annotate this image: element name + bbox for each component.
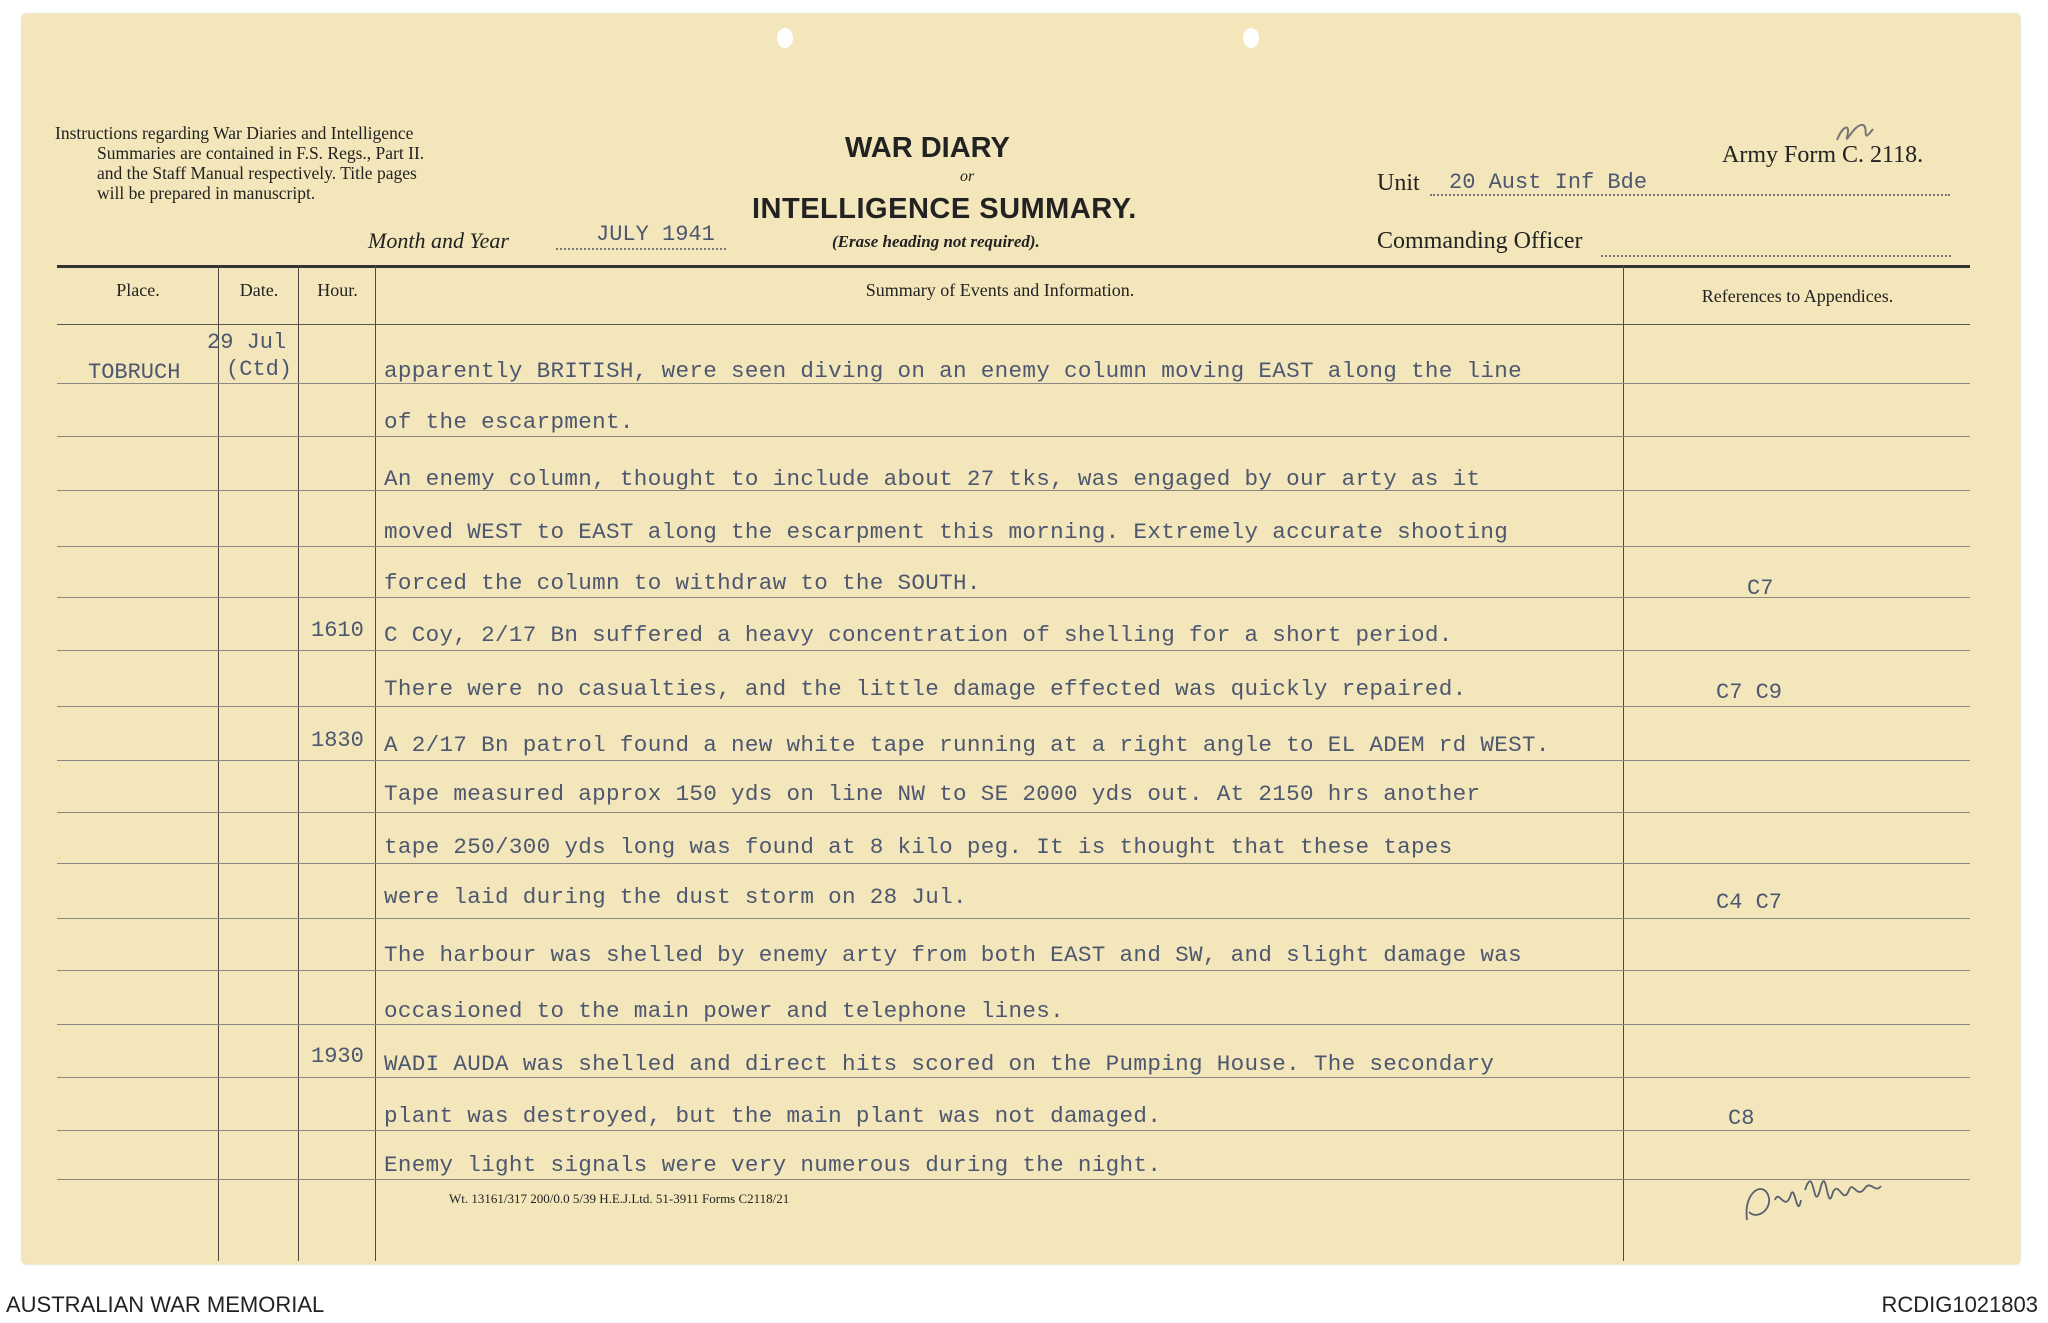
summary-line: plant was destroyed, but the main plant was not damaged. xyxy=(384,1103,1162,1129)
summary-line: A 2/17 Bn patrol found a new white tape running at a right angle to EL ADEM rd WEST. xyxy=(384,732,1550,758)
column-header-references: References to Appendices. xyxy=(1701,286,1894,306)
summary-line: There were no casualties, and the little damage effected was quickly repaired. xyxy=(384,676,1467,702)
summary-line: occasioned to the main power and telephone lines. xyxy=(384,998,1065,1024)
ruled-line xyxy=(57,970,1970,971)
unit-value: 20 Aust Inf Bde xyxy=(1449,170,1648,195)
title-war-diary: WAR DIARY xyxy=(845,132,1010,164)
title-intelligence-summary: INTELLIGENCE SUMMARY. xyxy=(752,193,1137,225)
appendix-reference: C7 C9 xyxy=(1716,680,1783,705)
punch-hole xyxy=(1243,28,1259,48)
summary-line: moved WEST to EAST along the escarpment this morning. Extremely accurate shooting xyxy=(384,519,1509,545)
ruled-line xyxy=(57,1024,1970,1025)
title-or: or xyxy=(960,168,975,185)
form-instructions xyxy=(55,123,555,203)
appendix-reference: C4 C7 xyxy=(1716,890,1783,915)
summary-line: of the escarpment. xyxy=(384,409,634,435)
month-year-value: JULY 1941 xyxy=(596,222,715,247)
summary-line: Enemy light signals were very numerous during the night. xyxy=(384,1152,1162,1178)
summary-line: tape 250/300 yds long was found at 8 kilo peg. It is thought that these tapes xyxy=(384,834,1453,860)
ruled-line xyxy=(57,546,1970,547)
printer-imprint: Wt. 13161/317 200/0.0 5/39 H.E.J.Ltd. 51-3911 Forms C2118/21 xyxy=(449,1191,790,1206)
ruled-line xyxy=(57,706,1970,707)
instruction-line: Instructions regarding War Diaries and Intelligence xyxy=(55,123,414,143)
army-form-number: Army Form C. 2118. xyxy=(1722,142,1924,168)
entry-hour: 1610 xyxy=(311,618,364,643)
unit-label: Unit xyxy=(1377,170,1420,196)
table-top-border xyxy=(57,265,1970,268)
column-divider xyxy=(218,266,219,1261)
ruled-line xyxy=(57,863,1970,864)
instruction-line: will be prepared in manuscript. xyxy=(97,183,316,203)
column-header-hour: Hour. xyxy=(317,280,358,300)
pencil-annotation xyxy=(1833,115,1878,155)
summary-line: forced the column to withdraw to the SOUTH. xyxy=(384,570,981,596)
summary-line: The harbour was shelled by enemy arty from both EAST and SW, and slight damage was xyxy=(384,942,1523,968)
column-header-place: Place. xyxy=(116,280,160,300)
instruction-line: Summaries are contained in F.S. Regs., Part II. xyxy=(97,143,425,163)
summary-line: apparently BRITISH, were seen diving on an enemy column moving EAST along the line xyxy=(384,358,1523,384)
summary-line: C Coy, 2/17 Bn suffered a heavy concentration of shelling for a short period. xyxy=(384,622,1453,648)
ruled-line xyxy=(57,812,1970,813)
ruled-line xyxy=(57,1130,1970,1131)
ruled-line xyxy=(57,918,1970,919)
commanding-officer-label: Commanding Officer xyxy=(1377,228,1583,254)
archive-item-id: RCDIG1021803 xyxy=(1881,1292,2038,1317)
ruled-line xyxy=(57,597,1970,598)
month-year-label: Month and Year xyxy=(368,228,509,253)
column-divider xyxy=(1623,266,1624,1261)
ruled-line xyxy=(57,436,1970,437)
column-header-summary: Summary of Events and Information. xyxy=(865,280,1135,300)
column-header-date: Date. xyxy=(239,280,279,300)
ruled-line xyxy=(57,760,1970,761)
column-divider xyxy=(375,266,376,1261)
summary-line: WADI AUDA was shelled and direct hits scored on the Pumping House. The secondary xyxy=(384,1051,1495,1077)
ruled-line xyxy=(57,1179,1970,1180)
summary-line: An enemy column, thought to include about 27 tks, was engaged by our arty as it xyxy=(384,466,1481,492)
erase-note: (Erase heading not required). xyxy=(832,232,1040,251)
punch-hole xyxy=(777,28,793,48)
summary-line: were laid during the dust storm on 28 Jul. xyxy=(384,884,967,910)
entry-date-continued: (Ctd) xyxy=(226,357,293,382)
ruled-line xyxy=(57,1077,1970,1078)
entry-date: 29 Jul xyxy=(207,330,287,355)
ruled-line xyxy=(57,650,1970,651)
archive-institution: AUSTRALIAN WAR MEMORIAL xyxy=(6,1292,325,1317)
instruction-line: and the Staff Manual respectively. Title pages xyxy=(97,163,417,183)
entry-hour: 1830 xyxy=(311,728,364,753)
column-divider xyxy=(298,266,299,1261)
entry-hour: 1930 xyxy=(311,1044,364,1069)
entry-place: TOBRUCH xyxy=(88,360,181,385)
appendix-reference: C7 xyxy=(1747,576,1774,601)
officer-signature xyxy=(1735,1150,1895,1230)
dotted-rule xyxy=(1601,253,1951,257)
header-bottom-rule xyxy=(57,324,1970,325)
summary-line: Tape measured approx 150 yds on line NW to SE 2000 yds out. At 2150 hrs another xyxy=(384,781,1481,807)
appendix-reference: C8 xyxy=(1728,1106,1755,1131)
